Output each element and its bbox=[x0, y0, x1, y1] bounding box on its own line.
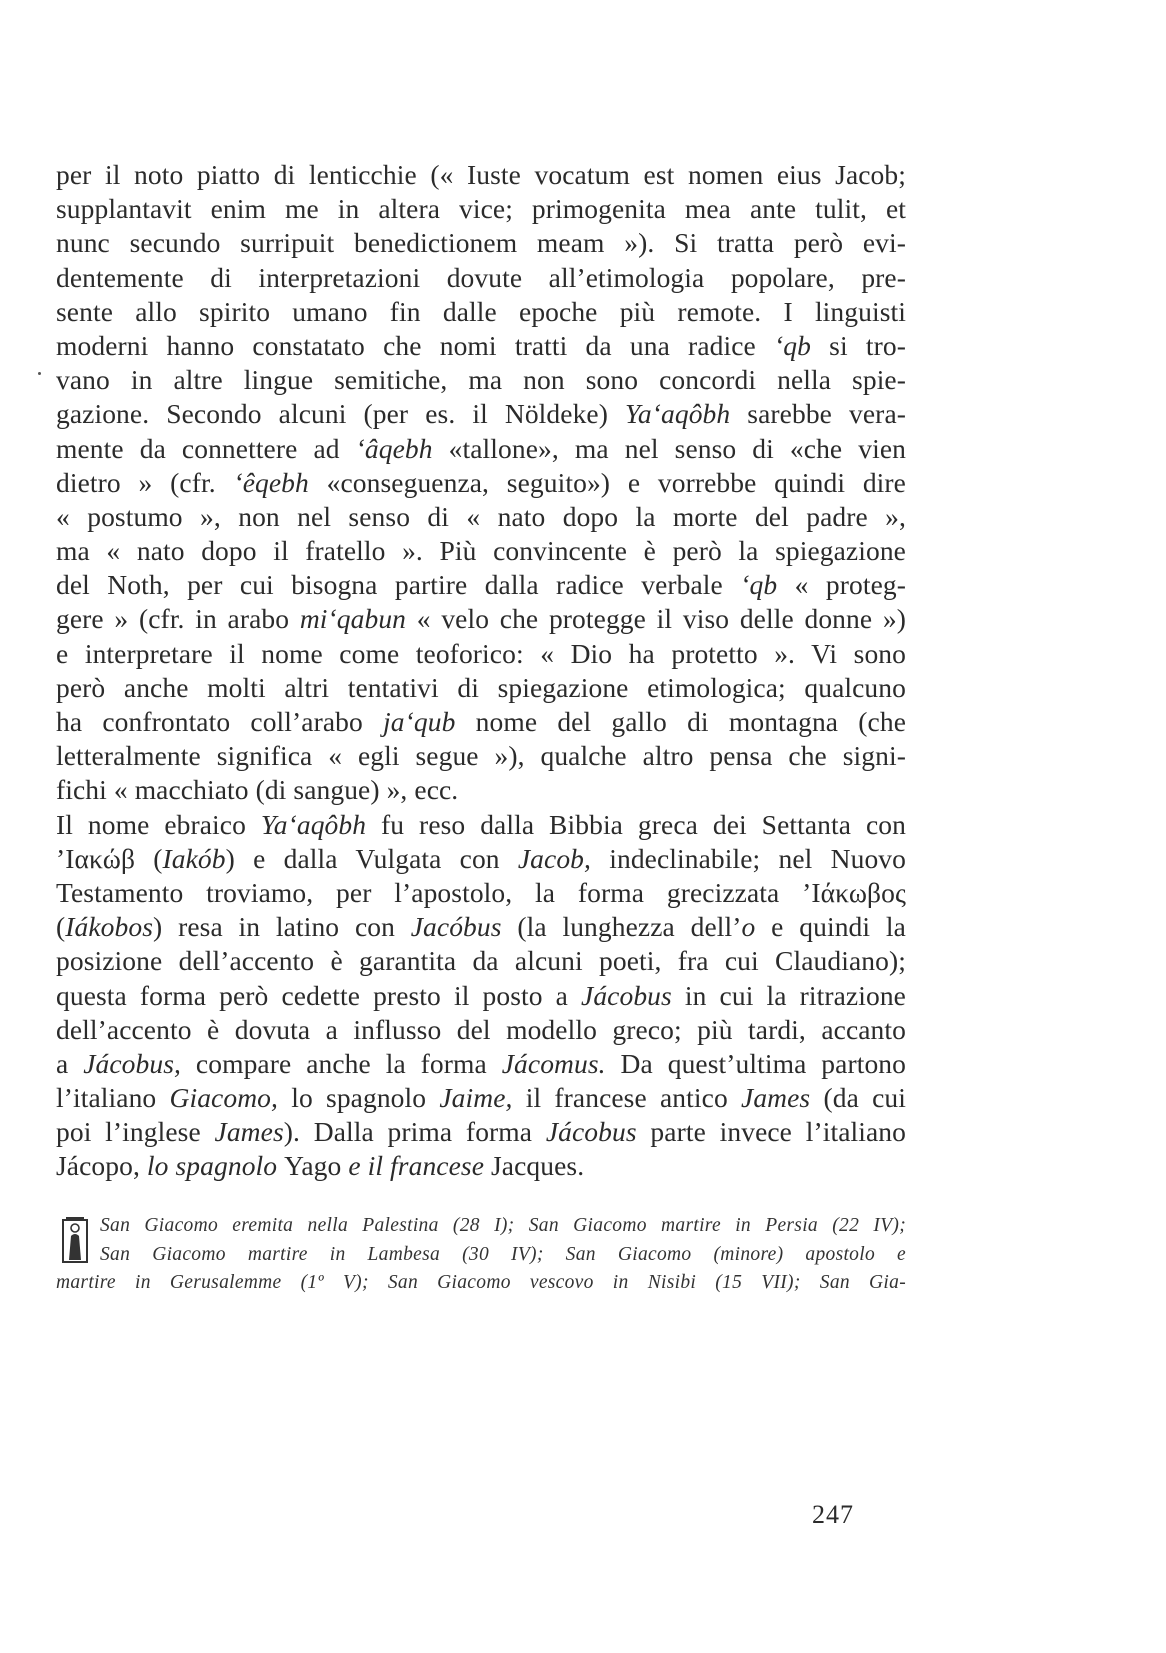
text-segment: e interpretare il nome come teoforico: « Dio ha protetto ». Vi sono bbox=[56, 637, 906, 669]
text-segment: Da quest’ultima partono bbox=[605, 1047, 906, 1079]
text-segment: a bbox=[56, 1047, 84, 1079]
text-line bbox=[56, 1081, 906, 1115]
text-segment: (da cui bbox=[810, 1082, 906, 1114]
text-line bbox=[56, 466, 906, 500]
text-line bbox=[56, 1013, 906, 1047]
text-segment: sente allo spirito umano fin dalle epoche più remote. I linguisti bbox=[56, 295, 906, 327]
note-line: San Giacomo martire in Lambesa (30 IV); San Giacomo (minore) apostolo e bbox=[100, 1243, 906, 1265]
text-segment: « postumo », non nel senso di « nato dopo la morte del padre », bbox=[56, 500, 906, 532]
text-segment: Jacques. bbox=[491, 1150, 585, 1182]
text-segment: Testamento troviamo, per l’apostolo, la forma grecizzata ’Ιάκωβος bbox=[56, 876, 906, 908]
text-line bbox=[56, 226, 906, 260]
text-line bbox=[56, 568, 906, 602]
text-segment: ma « nato dopo il fratello ». Più convincente è però la spiegazione bbox=[56, 535, 906, 567]
italic-term: Jacob, bbox=[517, 842, 592, 874]
italic-term: Jácobus bbox=[545, 1116, 637, 1148]
text-line bbox=[56, 876, 906, 910]
text-segment: dentemente di interpretazioni dovute all’etimologia popolare, pre- bbox=[56, 261, 906, 293]
text-segment: Jácopo, bbox=[56, 1150, 140, 1182]
text-segment: ha confrontato coll’arabo bbox=[56, 706, 384, 737]
note-line: martire in Gerusalemme (1º V); San Giacomo vescovo in Nisibi (15 VII); San Gia- bbox=[56, 1272, 906, 1293]
italic-term: ‘êqebh bbox=[233, 466, 309, 498]
text-segment: fichi « macchiato (di sangue) », ecc. bbox=[56, 774, 459, 806]
note-line: San Giacomo eremita nella Palestina (28 I); San Giacomo martire in Persia (22 IV); bbox=[100, 1215, 906, 1236]
text-segment: Yago bbox=[284, 1150, 342, 1182]
text-segment: supplantavit enim me in altera vice; primogenita mea ante tulit, et bbox=[56, 193, 906, 225]
text-segment: «conseguenza, seguito») e vorrebbe quindi dire bbox=[308, 466, 906, 498]
text-segment: del Noth, per cui bisogna partire dalla radice verbale bbox=[56, 569, 741, 601]
text-segment: ) resa in latino con bbox=[153, 911, 411, 943]
text-line bbox=[56, 432, 906, 466]
text-line bbox=[56, 602, 906, 636]
page-number: 247 bbox=[812, 1500, 854, 1529]
saints-notes bbox=[56, 1212, 906, 1298]
text-line bbox=[56, 808, 906, 842]
text-line bbox=[56, 705, 906, 739]
italic-term: Jaime, bbox=[439, 1082, 513, 1114]
text-line bbox=[56, 534, 906, 568]
text-segment: nunc secundo surripuit benedictionem meam »). Si tratta però evi- bbox=[56, 227, 906, 259]
italic-term: Iakób bbox=[162, 842, 226, 874]
text-segment: moderni hanno constatato che nomi tratti da una radice bbox=[56, 329, 775, 361]
text-segment: gere » (cfr. in arabo bbox=[56, 603, 300, 635]
calendar-saint-icon bbox=[62, 1216, 88, 1264]
italic-term: James bbox=[214, 1116, 284, 1148]
text-line bbox=[56, 329, 906, 363]
text-segment: compare anche la forma bbox=[181, 1047, 502, 1079]
text-line bbox=[56, 910, 906, 944]
italic-term: e il francese bbox=[341, 1150, 491, 1182]
text-segment: dietro » (cfr. bbox=[56, 466, 234, 498]
text-segment: letteralmente significa « egli segue »), qualche altro pensa che signi- bbox=[56, 740, 906, 772]
text-segment: questa forma però cedette presto il posto a bbox=[56, 979, 582, 1011]
text-segment: «tallone», ma nel senso di «che vien bbox=[432, 432, 907, 464]
text-segment: si tro- bbox=[810, 329, 906, 361]
text-segment: (la lunghezza dell’ bbox=[501, 911, 742, 943]
text-line bbox=[56, 500, 906, 534]
text-segment: e quindi la bbox=[755, 911, 906, 943]
italic-term: Ya‘aqôbh bbox=[625, 398, 731, 430]
italic-term: ‘âqebh bbox=[355, 432, 433, 464]
italic-term: Giacomo, bbox=[169, 1082, 278, 1114]
text-segment: gazione. Secondo alcuni (per es. il Nöldeke) bbox=[56, 398, 626, 430]
italic-term: mi‘qabun bbox=[299, 603, 407, 635]
text-segment: per il noto piatto di lenticchie (« Iuste vocatum est nomen eius Jacob; bbox=[56, 159, 906, 190]
margin-mark bbox=[38, 372, 41, 375]
text-line bbox=[56, 1047, 906, 1081]
text-line bbox=[56, 979, 906, 1013]
text-segment: però anche molti altri tentativi di spiegazione etimologica; qualcuno bbox=[56, 671, 906, 703]
text-line bbox=[56, 1149, 906, 1183]
italic-term: ‘qb bbox=[774, 329, 811, 361]
notes-text bbox=[56, 1212, 906, 1298]
text-line bbox=[56, 671, 906, 705]
text-segment: « velo che protegge il viso delle donne ») bbox=[406, 603, 906, 635]
italic-term: Jácobus, bbox=[83, 1047, 182, 1079]
text-line bbox=[56, 192, 906, 226]
main-text bbox=[56, 158, 906, 1184]
text-segment: fu reso dalla Bibbia greca dei Settanta con bbox=[366, 808, 906, 840]
text-segment: in cui la ritrazione bbox=[671, 979, 906, 1011]
text-line bbox=[56, 295, 906, 329]
text-segment: Il nome ebraico bbox=[56, 808, 261, 840]
text-line bbox=[56, 842, 906, 876]
text-segment: mente da connettere ad bbox=[56, 432, 356, 464]
text-segment: posizione dell’accento è garantita da alcuni poeti, fra cui Claudiano); bbox=[56, 945, 906, 977]
text-segment: nome del gallo di montagna (che bbox=[455, 706, 907, 737]
text-segment: ) e dalla Vulgata con bbox=[225, 842, 518, 874]
italic-term: Ya‘aqôbh bbox=[260, 808, 367, 840]
italic-term: Jacóbus bbox=[410, 911, 502, 943]
text-line bbox=[56, 158, 906, 192]
text-segment: ). Dalla prima forma bbox=[283, 1116, 546, 1148]
text-segment: il francese antico bbox=[512, 1082, 742, 1114]
italic-term: o bbox=[741, 911, 756, 943]
italic-term: ja‘qub bbox=[383, 706, 456, 737]
text-line bbox=[56, 1115, 906, 1149]
text-line bbox=[56, 261, 906, 295]
text-line bbox=[56, 944, 906, 978]
italic-term: ‘qb bbox=[740, 569, 778, 601]
text-segment: parte invece l’italiano bbox=[636, 1116, 906, 1148]
italic-term: James bbox=[741, 1082, 811, 1114]
text-segment: ’Ιακώβ ( bbox=[56, 842, 163, 874]
text-segment: indeclinabile; nel Nuovo bbox=[591, 842, 907, 874]
text-segment: vano in altre lingue semitiche, ma non sono concordi nella spie- bbox=[56, 364, 906, 396]
text-segment: sarebbe vera- bbox=[730, 398, 907, 430]
text-segment: l’italiano bbox=[56, 1082, 170, 1114]
italic-term: lo spagnolo bbox=[139, 1150, 285, 1182]
text-line bbox=[56, 363, 906, 397]
text-line bbox=[56, 637, 906, 671]
text-segment: ( bbox=[56, 911, 66, 943]
text-segment: poi l’inglese bbox=[56, 1116, 215, 1148]
text-segment: « proteg- bbox=[777, 569, 906, 601]
text-segment: dell’accento è dovuta a influsso del modello greco; più tardi, accanto bbox=[56, 1013, 906, 1045]
text-line bbox=[56, 397, 906, 431]
italic-term: Iákobos bbox=[65, 911, 154, 943]
text-line bbox=[56, 739, 906, 773]
italic-term: Jácomus. bbox=[501, 1047, 606, 1079]
text-line bbox=[56, 773, 906, 807]
text-segment: lo spagnolo bbox=[278, 1082, 440, 1114]
italic-term: Jácobus bbox=[581, 979, 672, 1011]
